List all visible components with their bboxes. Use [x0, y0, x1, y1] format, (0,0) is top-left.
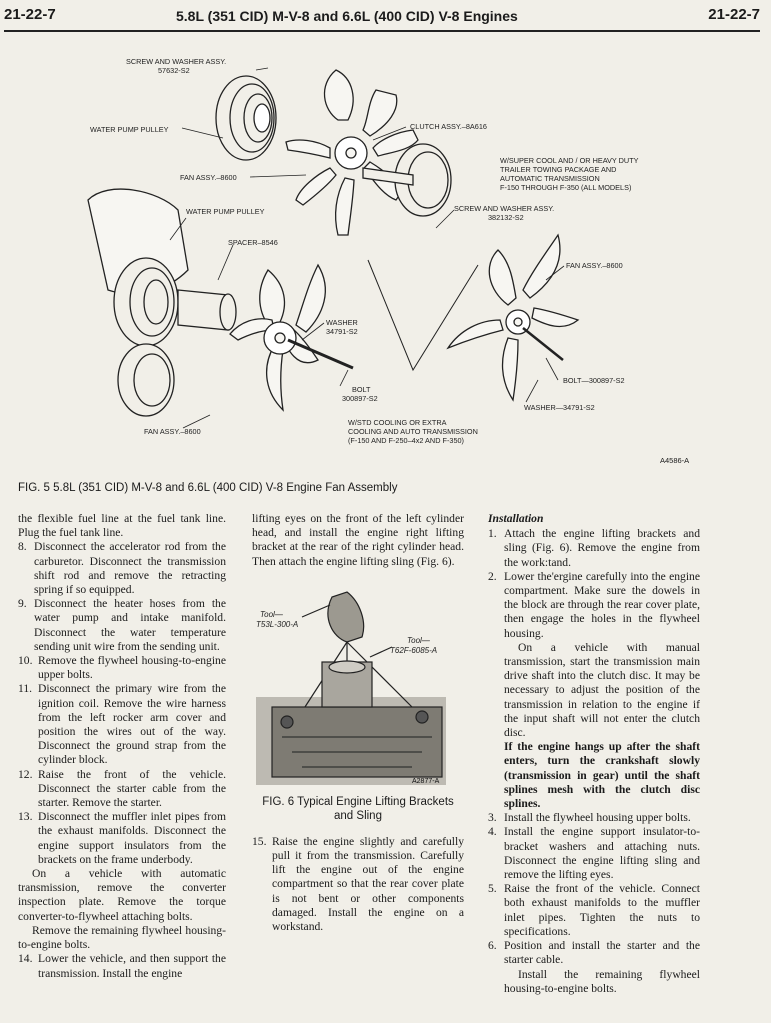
step-text: Remove the flywheel housing-to-engine upper bolts. [38, 654, 226, 682]
lower-water-pump-drawing [88, 189, 236, 416]
step-15-number: 15. [252, 834, 267, 848]
label-package-note-3: AUTOMATIC TRANSMISSION [500, 174, 600, 183]
step-number: 13. [18, 810, 33, 824]
label-std-note-1: W/STD COOLING OR EXTRA [348, 418, 447, 427]
step-number: 8. [18, 540, 27, 554]
label-package-note-4: F-150 THROUGH F-350 (ALL MODELS) [500, 183, 632, 192]
clutch-assembly-drawing [363, 144, 451, 216]
label-screw-washer-top: SCREW AND WASHER ASSY. [126, 57, 227, 66]
label-water-pump-pulley-2: WATER PUMP PULLEY [186, 207, 265, 216]
right-fan-drawing [448, 235, 578, 400]
fig6-tool1-label: Tool— [260, 609, 283, 619]
label-fan-assy-2: FAN ASSY.–8600 [566, 261, 623, 270]
col1-paragraph-remaining-bolts: Remove the remaining flywheel housing-to-engine bolts. [18, 923, 226, 952]
install-step-6-number: 6. [488, 939, 497, 953]
upper-fan-drawing [286, 70, 418, 235]
step-text: Disconnect the accelerator rod from the carburetor. Disconnect the transmission shift rod and remove the retracting spring if so equipped. [34, 540, 226, 597]
install-step-4 [488, 825, 700, 882]
manual-trans-text: On a vehicle with manual transmission, start the transmission main drive shaft into the clutch disc. It may be necessary to adjust the position of the transmission in relation to the engine if the input shaft will not enter the clutch disc. [504, 640, 700, 740]
installation-heading: Installation [488, 512, 544, 525]
step-14-number: 14. [18, 952, 33, 966]
page-title: 5.8L (351 CID) M-V-8 and 6.6L (400 CID) V-8 Engines [176, 8, 518, 24]
label-clutch-assy: CLUTCH ASSY.–8A616 [410, 122, 487, 131]
fig6-reference: A2877-A [412, 777, 440, 785]
lifting-brackets-figure [252, 577, 464, 789]
step-10 [18, 654, 226, 682]
col1-continuation: the flexible fuel line at the fuel tank line. Plug the fuel tank line. [18, 512, 226, 540]
install-step-3 [488, 811, 700, 825]
step-number: 11. [18, 682, 33, 696]
lifting-brackets-drawing [252, 577, 464, 789]
step-8 [18, 540, 226, 597]
step-12 [18, 768, 226, 811]
label-screw-washer-mid-part: 382132-S2 [488, 213, 524, 222]
step-14-text: Lower the vehicle, and then support the transmission. Install the engine [38, 952, 226, 980]
label-water-pump-pulley-1: WATER PUMP PULLEY [90, 125, 169, 134]
col1-steps [18, 540, 226, 867]
remaining-bolts-paragraph: Install the remaining flywheel housing-to-engine bolts. [504, 967, 700, 995]
label-spacer: SPACER–8546 [228, 238, 278, 247]
fan-assembly-figure [18, 40, 718, 470]
label-screw-washer-mid: SCREW AND WASHER ASSY. [454, 204, 555, 213]
label-std-note-2: COOLING AND AUTO TRANSMISSION [348, 427, 478, 436]
manual-trans-bold-text: If the engine hangs up after the shaft enters, turn the crankshaft slowly (transmission in gear) until the shaft splines mesh with the clutch disc splines. [504, 740, 700, 811]
col1-paragraph-auto-trans: On a vehicle with automatic transmission, remove the converter inspection plate. Remove the torque converter-to-flywheel attaching bolts. [18, 867, 226, 923]
label-screw-washer-top-part: 57632-S2 [158, 66, 190, 75]
column-1 [18, 512, 226, 981]
column-3 [488, 512, 700, 996]
manual-trans-paragraph [488, 641, 700, 811]
label-fan-assy-3: FAN ASSY.–8600 [144, 427, 201, 436]
fig6-tool2-label: Tool— [407, 635, 430, 645]
page-number-left: 21-22-7 [4, 6, 56, 23]
install-step-1 [488, 527, 700, 570]
figure6-caption: FIG. 6 Typical Engine Lifting Brackets and Sling [262, 795, 454, 822]
column-2 [252, 512, 464, 934]
step-13 [18, 810, 226, 867]
install-step-4-text: Install the engine support insulator-to-bracket washers and attaching nuts. Disconnect the engine lifting sling and remove the lifting eyes. [504, 825, 700, 882]
install-step-5-text: Raise the front of the vehicle. Connect both exhaust manifolds to the muffler inlet pipes. Tighten the nuts to specifications. [504, 882, 700, 938]
step-text: Disconnect the primary wire from the ignition coil. Remove the wire harness from the left rocker arm cover and position the wires out of the way. Disconnect the ground strap from the cylinder block. [38, 682, 226, 767]
col2-continuation: lifting eyes on the front of the left cylinder head, and install the engine right lifting bracket at the rear of the right cylinder head. Then attach the engine lifting sling (Fig. 6). [252, 512, 464, 568]
label-bolt-right: BOLT—300897-S2 [563, 376, 625, 385]
label-package-note-1: W/SUPER COOL AND / OR HEAVY DUTY [500, 156, 639, 165]
page-header [4, 4, 760, 32]
label-std-note-3: (F-150 AND F-250–4x2 AND F-350) [348, 436, 464, 445]
label-bolt-mid-part: 300897-S2 [342, 394, 378, 403]
label-washer-mid-part: 34791-S2 [326, 327, 358, 336]
install-step-1-text: Attach the engine lifting brackets and sling (Fig. 6). Remove the engine from the work:tand. [504, 527, 700, 569]
step-text: Disconnect the heater hoses from the water pump and intake manifold. Disconnect the water temperature sending unit wire from the sending unit. [34, 597, 226, 653]
step-15-text: Raise the engine slightly and carefully pull it from the transmission. Carefully lift the engine out of the engine compartment so that the rear cover plate is not bent or other components damaged. Install the engine on a workstand. [272, 834, 464, 934]
page-number-right: 21-22-7 [708, 6, 760, 23]
step-9 [18, 597, 226, 654]
step-number: 12. [18, 767, 33, 781]
step-11 [18, 682, 226, 767]
label-package-note-2: TRAILER TOWING PACKAGE AND [500, 165, 617, 174]
install-step-1-number: 1. [488, 527, 497, 541]
install-step-6 [488, 939, 700, 967]
label-fan-assy-1: FAN ASSY.–8600 [180, 173, 237, 182]
label-bolt-mid: BOLT [352, 385, 371, 394]
step-text: Raise the front of the vehicle. Disconnect the starter cable from the starter. Remove the starter. [38, 767, 226, 810]
fig6-tool2-part: T62F-6085-A [390, 645, 438, 655]
install-step-2 [488, 570, 700, 641]
step-number: 9. [18, 597, 27, 611]
step-text: Disconnect the muffler inlet pipes from the exhaust manifolds. Disconnect the engine support insulators from the brackets on the frame underbody. [38, 810, 226, 866]
install-step-2-text: Lower the'ergine carefully into the engine compartment. Make sure the dowels in the block are through the rear cover plate, then engage the holes in the flywheel housing. [504, 569, 700, 640]
step-15 [252, 835, 464, 934]
upper-water-pump-pulley-drawing [216, 76, 276, 160]
install-step-5-number: 5. [488, 882, 497, 896]
figure5-reference: A4586-A [660, 456, 690, 465]
install-step-5 [488, 882, 700, 939]
label-washer-mid: WASHER [326, 318, 358, 327]
install-step-3-number: 3. [488, 811, 497, 825]
install-step-6-text: Position and install the starter and the starter cable. [504, 939, 700, 967]
install-step-2-number: 2. [488, 569, 497, 583]
step-number: 10. [18, 654, 33, 668]
install-step-4-number: 4. [488, 825, 497, 839]
step-14 [18, 952, 226, 980]
figure5-caption: FIG. 5 5.8L (351 CID) M-V-8 and 6.6L (400 CID) V-8 Engine Fan Assembly [18, 482, 398, 494]
install-step-3-text: Install the flywheel housing upper bolts. [504, 811, 691, 825]
label-washer-right: WASHER—34791-S2 [524, 403, 595, 412]
fig6-tool1-part: T53L-300-A [256, 619, 299, 629]
lower-fan-drawing [230, 265, 353, 410]
